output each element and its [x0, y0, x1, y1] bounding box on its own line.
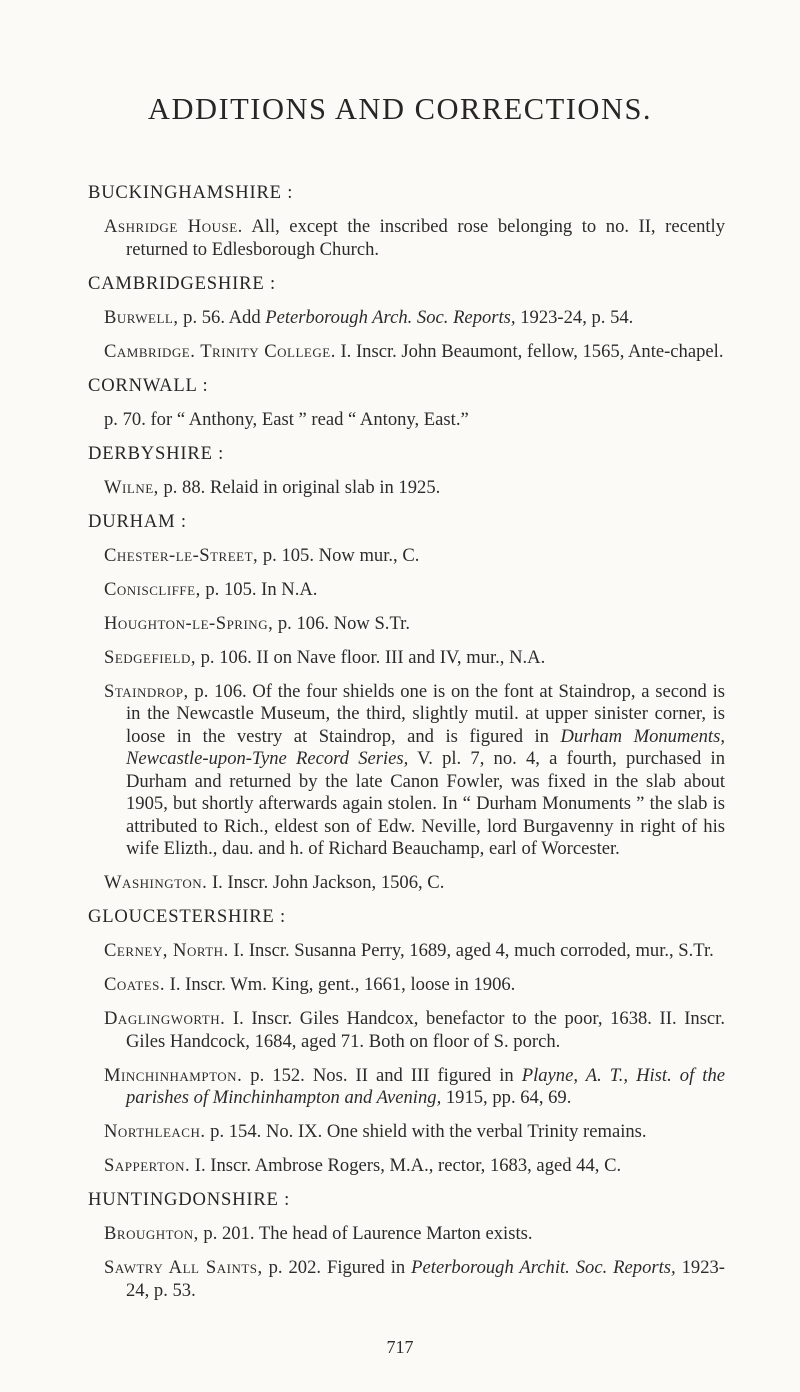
entry: [88, 307, 725, 330]
entry-text: 1923-24, p. 53.: [126, 1257, 725, 1301]
place-name: Broughton,: [104, 1223, 199, 1244]
place-name: Coniscliffe,: [104, 578, 201, 600]
entry: [88, 341, 725, 364]
entry: [88, 940, 725, 963]
county-heading: BUCKINGHAMSHIRE :: [88, 182, 294, 203]
entry-text: p. 106. II on Nave floor. III and IV, mur., N.A.: [195, 646, 546, 668]
entry-text: I. Inscr. John Jackson, 1506, C.: [207, 872, 445, 893]
entry: [88, 1257, 725, 1302]
entry: [88, 579, 725, 602]
entry: [88, 1155, 725, 1178]
place-name: Sapperton.: [104, 1155, 191, 1176]
entry-text: 1915, pp. 64, 69.: [441, 1087, 572, 1108]
entry-text: I. Inscr. Susanna Perry, 1689, aged 4, much corroded, mur., S.Tr.: [228, 940, 714, 961]
entry: [88, 1223, 725, 1246]
county-heading: DURHAM :: [88, 510, 187, 532]
entry-text: All, except the inscribed rose belonging to no. II, recently returned to Edlesborough Church.: [126, 216, 726, 260]
entry: [88, 613, 725, 636]
place-name: Staindrop,: [104, 680, 189, 702]
entry-text: 1923-24, p. 54.: [515, 306, 634, 328]
entry: [88, 409, 725, 432]
place-name: Minchinhampton.: [104, 1064, 243, 1086]
reference-title: Peterborough Arch. Soc. Reports,: [265, 306, 516, 328]
entry: [88, 216, 725, 261]
county-heading: HUNTINGDONSHIRE :: [88, 1189, 291, 1210]
reference-title: Playne, A. T., Hist. of the parishes of Minchinhampton and Avening,: [126, 1064, 725, 1108]
entry: [88, 1121, 725, 1144]
place-name: Ashridge House.: [104, 216, 243, 237]
entry-text: p. 154. No. IX. One shield with the verbal Trinity remains.: [205, 1121, 647, 1142]
entry: [88, 1008, 725, 1053]
place-name: Coates.: [104, 974, 165, 995]
place-name: Sedgefield,: [104, 646, 196, 668]
place-name: Cambridge. Trinity College.: [104, 340, 336, 362]
county-heading: CORNWALL :: [88, 374, 209, 396]
entry: [88, 1065, 725, 1110]
entry-text: p. 202. Figured in: [262, 1257, 412, 1278]
place-name: Sawtry All Saints,: [104, 1257, 263, 1278]
place-name: Houghton-le-Spring,: [104, 612, 274, 634]
entry: [88, 872, 725, 895]
county-heading: CAMBRIDGESHIRE :: [88, 272, 276, 294]
place-name: Burwell,: [104, 306, 179, 328]
entry-text: p. 105. In N.A.: [200, 578, 318, 600]
entry: [88, 647, 725, 670]
entry-text: p. 88. Relaid in original slab in 1925.: [158, 476, 441, 498]
place-name: Washington.: [104, 872, 208, 893]
reference-title: Peterborough Archit. Soc. Reports,: [411, 1257, 676, 1278]
place-name: Chester-le-Street,: [104, 544, 259, 566]
entry-text: p. 56. Add: [178, 306, 266, 328]
page-number: 717: [386, 1337, 414, 1357]
place-name: Cerney, North.: [104, 940, 229, 961]
county-heading: GLOUCESTERSHIRE :: [88, 906, 286, 927]
place-name: Northleach.: [104, 1121, 206, 1142]
entry-text: I. Inscr. Wm. King, gent., 1661, loose in 1906.: [165, 974, 516, 995]
entry-text: p. 106. Of the four shields one is on the font at Staindrop, a second is in the Newcastle Museum, the third, slightly mutil. at upper sinister corner, is loose in the vestry at Staindrop, and is figured in: [126, 680, 725, 747]
page-title: ADDITIONS AND CORRECTIONS.: [147, 92, 653, 126]
entry: [88, 974, 725, 997]
county-heading: DERBYSHIRE :: [88, 442, 225, 464]
entry-text: p. 201. The head of Laurence Marton exists.: [198, 1223, 533, 1244]
entry-text: p. 106. Now S.Tr.: [273, 612, 410, 634]
entry-text: I. Inscr. Ambrose Rogers, M.A., rector, 1683, aged 44, C.: [190, 1155, 622, 1176]
place-name: Wilne,: [104, 476, 159, 498]
entry-text: p. 152. Nos. II and III figured in: [242, 1064, 522, 1086]
reference-title: Durham Monuments, Newcastle-upon-Tyne Record Series,: [126, 725, 725, 769]
entry-text: p. 105. Now mur., C.: [258, 544, 420, 566]
entry-text: I. Inscr. John Beaumont, fellow, 1565, Ante-chapel.: [335, 340, 724, 362]
place-name: Daglingworth.: [104, 1008, 226, 1029]
entry-text: V. pl. 7, no. 4, a fourth, purchased in Durham and returned by the late Canon Fowler, was fixed in the slab about 1905, but shortly afterwards again stolen. In “ Durham Monuments ” the slab is attributed to Rich., eldest son of Edw. Neville, lord Burgavenny in right of his wife Elizth., dau. and h. of Richard Beauchamp, earl of Worcester.: [126, 748, 725, 859]
entry: [88, 545, 725, 568]
entry-text: I. Inscr. Giles Handcox, benefactor to the poor, 1638. II. Inscr. Giles Handcock, 1684, aged 71. Both on floor of S. porch.: [126, 1008, 725, 1052]
entry: [88, 681, 725, 861]
entry-text: p. 70. for “ Anthony, East ” read “ Antony, East.”: [104, 408, 469, 430]
body-text: [88, 182, 725, 1314]
entry: [88, 477, 725, 500]
